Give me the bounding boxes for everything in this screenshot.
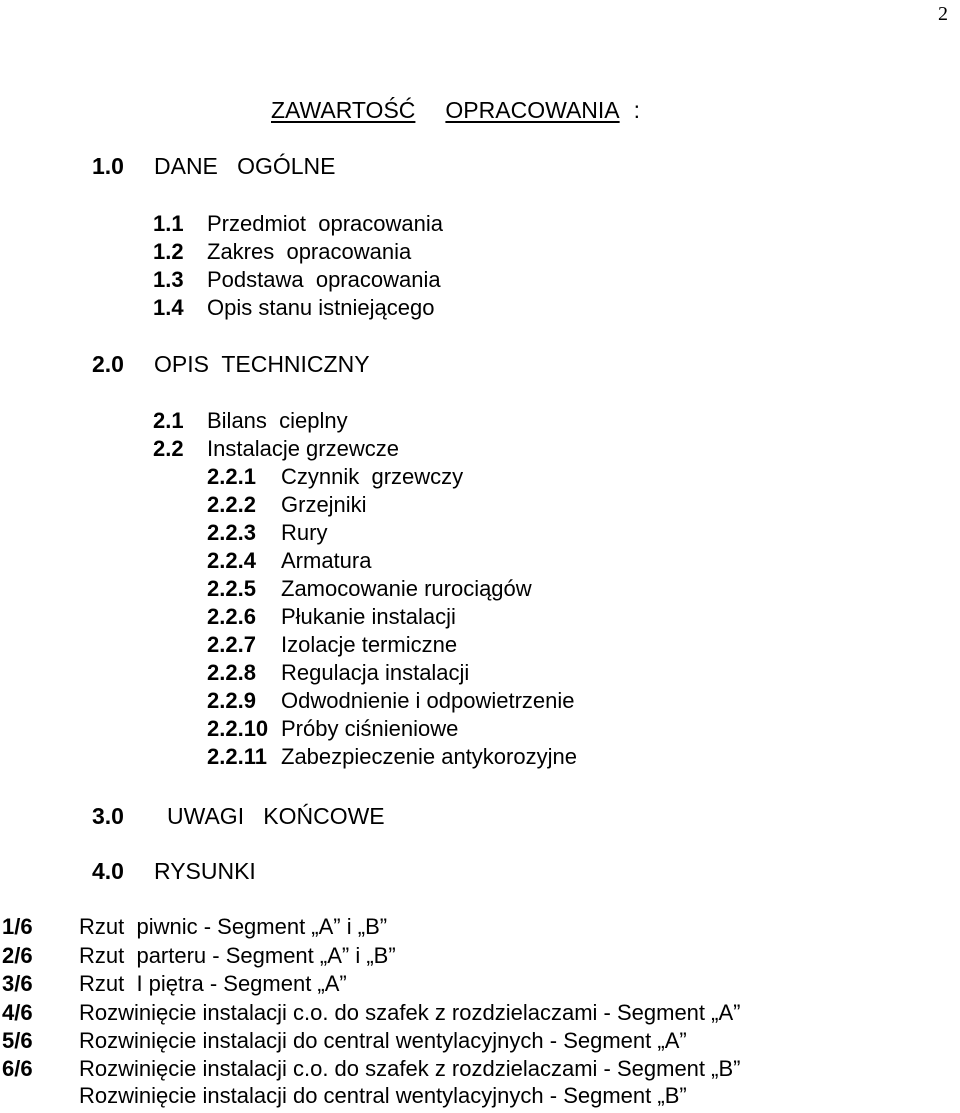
drawing-number: 1/6 — [2, 914, 33, 939]
toc-subitem-2-2-11 — [207, 746, 577, 768]
item-number: 2.2 — [153, 436, 184, 461]
drawing-row-3 — [2, 973, 347, 995]
section-heading-2 — [92, 353, 370, 376]
drawing-label: Rozwinięcie instalacji do central wentylacyjnych - Segment „B” — [79, 1083, 687, 1108]
toc-item-1-3 — [153, 269, 441, 291]
toc-subitem-2-2-3 — [207, 522, 327, 544]
drawing-label: Rzut piwnic - Segment „A” i „B” — [79, 914, 388, 939]
drawing-label: Rozwinięcie instalacji c.o. do szafek z rozdzielaczami - Segment „B” — [79, 1056, 741, 1081]
item-label: Przedmiot opracowania — [207, 211, 444, 236]
toc-subitem-2-2-9 — [207, 690, 575, 712]
toc-subitem-2-2-5 — [207, 578, 532, 600]
subitem-label: Izolacje termiczne — [281, 632, 458, 657]
section-heading-3 — [92, 805, 385, 828]
subitem-number: 2.2.3 — [207, 520, 256, 545]
subitem-number: 2.2.6 — [207, 604, 256, 629]
item-label: Instalacje grzewcze — [207, 436, 399, 461]
document-title — [271, 99, 640, 122]
subitem-number: 2.2.7 — [207, 632, 256, 657]
item-label: Opis stanu istniejącego — [207, 295, 435, 320]
title-colon: : — [633, 97, 641, 123]
drawing-row-7 — [2, 1085, 687, 1107]
subitem-label: Zamocowanie rurociągów — [281, 576, 532, 601]
subitem-label: Armatura — [281, 548, 372, 573]
toc-item-2-2 — [153, 438, 399, 460]
section-number: 3.0 — [92, 803, 124, 829]
section-heading-4 — [92, 860, 256, 883]
item-number: 1.1 — [153, 211, 184, 236]
toc-subitem-2-2-8 — [207, 662, 469, 684]
subitem-label: Płukanie instalacji — [281, 604, 456, 629]
toc-subitem-2-2-10 — [207, 718, 458, 740]
item-number: 1.4 — [153, 295, 184, 320]
subitem-label: Rury — [281, 520, 328, 545]
section-number: 4.0 — [92, 858, 124, 884]
drawing-row-6 — [2, 1058, 740, 1080]
subitem-label: Zabezpieczenie antykorozyjne — [281, 744, 577, 769]
section-label: DANE OGÓLNE — [154, 153, 336, 179]
item-number: 1.2 — [153, 239, 184, 264]
drawing-label: Rozwinięcie instalacji c.o. do szafek z rozdzielaczami - Segment „A” — [79, 1000, 741, 1025]
subitem-number: 2.2.2 — [207, 492, 256, 517]
subitem-label: Czynnik grzewczy — [281, 464, 464, 489]
section-label: RYSUNKI — [154, 858, 256, 884]
subitem-number: 2.2.1 — [207, 464, 256, 489]
section-label: UWAGI KOŃCOWE — [167, 803, 385, 829]
subitem-number: 2.2.8 — [207, 660, 256, 685]
toc-subitem-2-2-1 — [207, 466, 463, 488]
item-label: Podstawa opracowania — [207, 267, 441, 292]
drawing-label: Rzut parteru - Segment „A” i „B” — [79, 943, 396, 968]
drawing-row-5 — [2, 1030, 687, 1052]
toc-item-2-1 — [153, 410, 348, 432]
item-number: 1.3 — [153, 267, 184, 292]
page-number: 2 — [938, 3, 948, 25]
drawing-row-1 — [2, 916, 387, 938]
subitem-label: Grzejniki — [281, 492, 367, 517]
drawing-number: 3/6 — [2, 971, 33, 996]
toc-item-1-1 — [153, 213, 443, 235]
toc-subitem-2-2-6 — [207, 606, 456, 628]
title-word-opracowania: OPRACOWANIA — [445, 97, 620, 123]
toc-item-1-2 — [153, 241, 411, 263]
drawing-number: 6/6 — [2, 1056, 33, 1081]
subitem-label: Próby ciśnieniowe — [281, 716, 459, 741]
subitem-number: 2.2.9 — [207, 688, 256, 713]
item-label: Zakres opracowania — [207, 239, 412, 264]
subitem-number: 2.2.11 — [207, 744, 267, 769]
subitem-number: 2.2.10 — [207, 716, 269, 741]
drawing-row-4 — [2, 1002, 740, 1024]
subitem-number: 2.2.4 — [207, 548, 256, 573]
drawing-row-2 — [2, 945, 396, 967]
drawing-number: 2/6 — [2, 943, 33, 968]
drawing-label: Rozwinięcie instalacji do central wentylacyjnych - Segment „A” — [79, 1028, 687, 1053]
toc-subitem-2-2-4 — [207, 550, 371, 572]
toc-subitem-2-2-2 — [207, 494, 367, 516]
item-number: 2.1 — [153, 408, 184, 433]
toc-subitem-2-2-7 — [207, 634, 457, 656]
subitem-label: Odwodnienie i odpowietrzenie — [281, 688, 575, 713]
drawing-label: Rzut I piętra - Segment „A” — [79, 971, 347, 996]
section-heading-1 — [92, 155, 335, 178]
section-label: OPIS TECHNICZNY — [154, 351, 370, 377]
drawing-number: 4/6 — [2, 1000, 33, 1025]
item-label: Bilans cieplny — [207, 408, 348, 433]
section-number: 1.0 — [92, 153, 124, 179]
subitem-number: 2.2.5 — [207, 576, 256, 601]
title-word-zawartosc: ZAWARTOŚĆ — [271, 97, 416, 123]
subitem-label: Regulacja instalacji — [281, 660, 470, 685]
section-number: 2.0 — [92, 351, 124, 377]
toc-item-1-4 — [153, 297, 434, 319]
drawing-number: 5/6 — [2, 1028, 33, 1053]
